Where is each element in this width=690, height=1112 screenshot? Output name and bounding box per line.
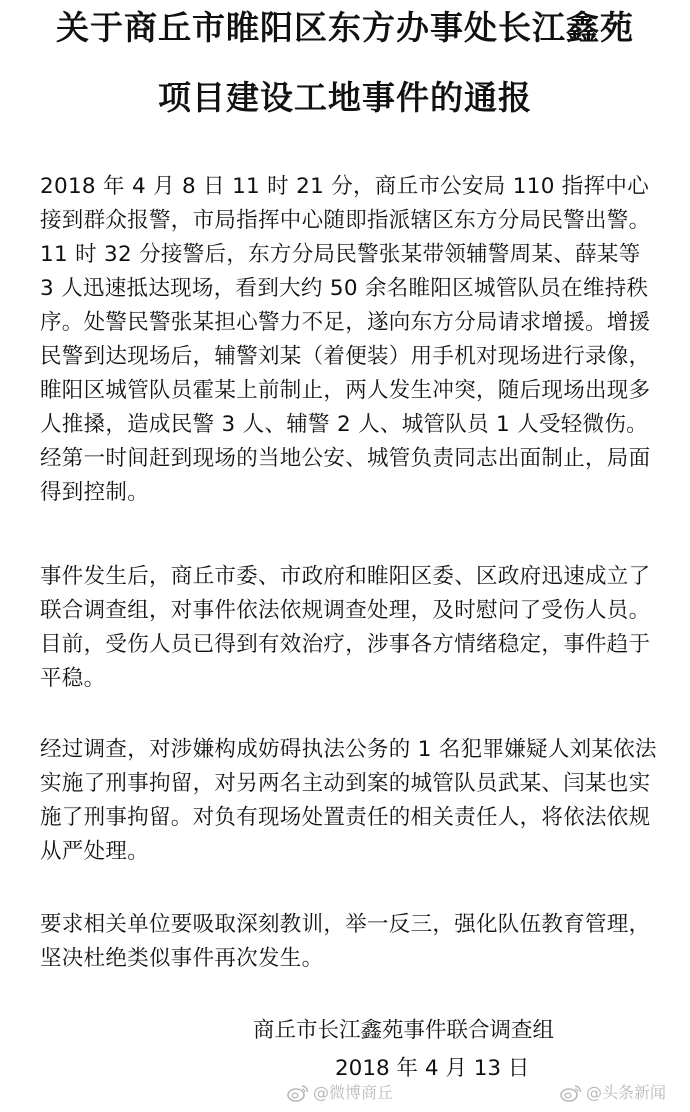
weibo-icon: [287, 1084, 309, 1102]
paragraph-response: 事件发生后，商丘市委、市政府和睢阳区委、区政府迅速成立了联合调查组，对事件依法依规调查处理，及时慰问了受伤人员。目前，受伤人员已得到有效治疗，涉事各方情绪稳定，事件趋于平稳。: [40, 564, 651, 691]
paragraph-investigation: 经过调查，对涉嫌构成妨碍执法公务的 1 名犯罪嫌疑人刘某依法实施了刑事拘留，对另两名主动到案的城管队员武某、闫某也实施了刑事拘留。对负有现场处置责任的相关责任人，将依法依规从严处理。: [40, 737, 657, 864]
document-title-line-1: 关于商丘市睢阳区东方办事处长江鑫苑: [56, 8, 634, 47]
signature-date: 2018 年 4 月 13 日: [335, 1056, 530, 1081]
signature-organization: 商丘市长江鑫苑事件联合调查组: [253, 1018, 555, 1043]
watermark-right-text: @头条新闻: [586, 1083, 667, 1102]
watermark-weibo-shangqiu: [287, 1082, 393, 1104]
watermark-left-text: @微博商丘: [313, 1083, 394, 1102]
document-title-line-2: 项目建设工地事件的通报: [158, 78, 532, 117]
weibo-icon: [560, 1084, 582, 1102]
watermark-toutiao-news: [560, 1082, 666, 1104]
paragraph-requirement: 要求相关单位要吸取深刻教训，举一反三，强化队伍教育管理，坚决杜绝类似事件再次发生。: [40, 912, 651, 971]
paragraph-incident: 2018 年 4 月 8 日 11 时 21 分，商丘市公安局 110 指挥中心接到群众报警，市局指挥中心随即指派辖区东方分局民警出警。11 时 32 分接警后，东方分局民警张某带领辅警周某、薛某等 3 人迅速抵达现场，看到大约 50 余名睢阳区城管队员在维持秩序。处警民警张某担心警力不足，遂向东方分局请求增援。增援民警到达现场后，辅警刘某（着便装）用手机对现场进行录像，睢阳区城管队员霍某上前制止，两人发生冲突，随后现场出现多人推搡，造成民警 3 人、辅警 2 人、城管队员 1 人受轻微伤。经第一时间赶到现场的当地公安、城管负责同志出面制止，局面得到控制。: [40, 174, 651, 505]
